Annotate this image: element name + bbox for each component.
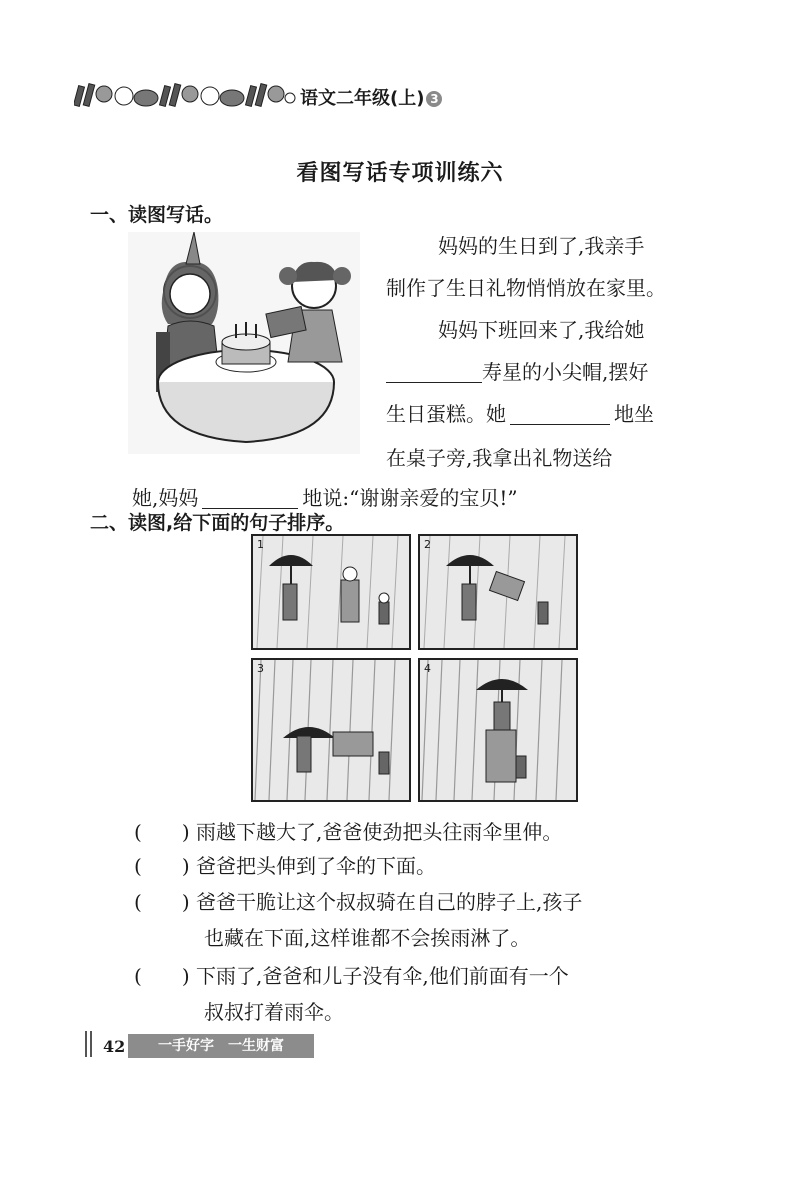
answer-blank-3[interactable] bbox=[202, 486, 298, 509]
page-number: 42 bbox=[103, 1037, 126, 1056]
volume-badge: 3 bbox=[426, 91, 442, 107]
s1-line7-text-a: 她,妈妈 bbox=[132, 486, 199, 510]
comic-panel-3 bbox=[251, 658, 411, 802]
order-text-3: 爸爸干脆让这个叔叔骑在自己的脖子上,孩子 bbox=[196, 890, 583, 914]
footer-slogan: 一手好字 一生财富 bbox=[128, 1034, 314, 1058]
order-text-4-cont: 叔叔打着雨伞。 bbox=[204, 1000, 344, 1024]
s1-line6: 在桌子旁,我拿出礼物送给 bbox=[386, 446, 613, 470]
panel-number-3: 3 bbox=[257, 662, 264, 675]
header-decoration-strip bbox=[74, 80, 296, 110]
order-text-2: 爸爸把头伸到了伞的下面。 bbox=[196, 854, 436, 878]
s1-line1: 妈妈的生日到了,我亲手 bbox=[438, 234, 645, 258]
s1-line5 bbox=[386, 392, 654, 436]
order-text-1: 雨越下越大了,爸爸使劲把头往雨伞里伸。 bbox=[196, 820, 563, 844]
order-text-4: 下雨了,爸爸和儿子没有伞,他们前面有一个 bbox=[196, 964, 569, 988]
panel-number-4: 4 bbox=[424, 662, 431, 675]
answer-blank-1[interactable] bbox=[386, 360, 482, 383]
comic-panel-1 bbox=[251, 534, 411, 650]
panel-number-1: 1 bbox=[257, 538, 264, 551]
order-blank-4[interactable]: ( ) bbox=[134, 964, 190, 988]
s1-line2: 制作了生日礼物悄悄放在家里。 bbox=[386, 276, 666, 300]
page-title: 看图写话专项训练六 bbox=[296, 160, 504, 186]
s1-line7-text-b: 地说:“谢谢亲爱的宝贝!” bbox=[302, 486, 518, 510]
s1-line5-text-a: 生日蛋糕。她 bbox=[386, 402, 506, 426]
s1-line3: 妈妈下班回来了,我给她 bbox=[438, 318, 645, 342]
comic-panel-2 bbox=[418, 534, 578, 650]
s1-line4 bbox=[386, 350, 648, 394]
order-item-1 bbox=[134, 814, 562, 850]
order-item-4 bbox=[134, 958, 569, 994]
order-blank-2[interactable]: ( ) bbox=[134, 854, 190, 878]
s1-line4-text: 寿星的小尖帽,摆好 bbox=[482, 360, 649, 384]
order-text-3-cont: 也藏在下面,这样谁都不会挨雨淋了。 bbox=[204, 926, 531, 950]
book-header-title bbox=[300, 84, 442, 110]
order-item-2 bbox=[134, 848, 436, 884]
birthday-illustration bbox=[128, 232, 360, 454]
panel-number-2: 2 bbox=[424, 538, 431, 551]
footer-bars-decoration bbox=[85, 1031, 97, 1057]
book-title: 语文二年级(上) bbox=[300, 88, 425, 109]
comic-panel-4 bbox=[418, 658, 578, 802]
order-item-3 bbox=[134, 884, 582, 920]
order-blank-1[interactable]: ( ) bbox=[134, 820, 190, 844]
order-blank-3[interactable]: ( ) bbox=[134, 890, 190, 914]
answer-blank-2[interactable] bbox=[510, 402, 610, 425]
section2-heading: 二、读图,给下面的句子排序。 bbox=[90, 512, 345, 534]
s1-line5-text-b: 地坐 bbox=[614, 402, 654, 426]
section1-heading: 一、读图写话。 bbox=[90, 204, 224, 226]
